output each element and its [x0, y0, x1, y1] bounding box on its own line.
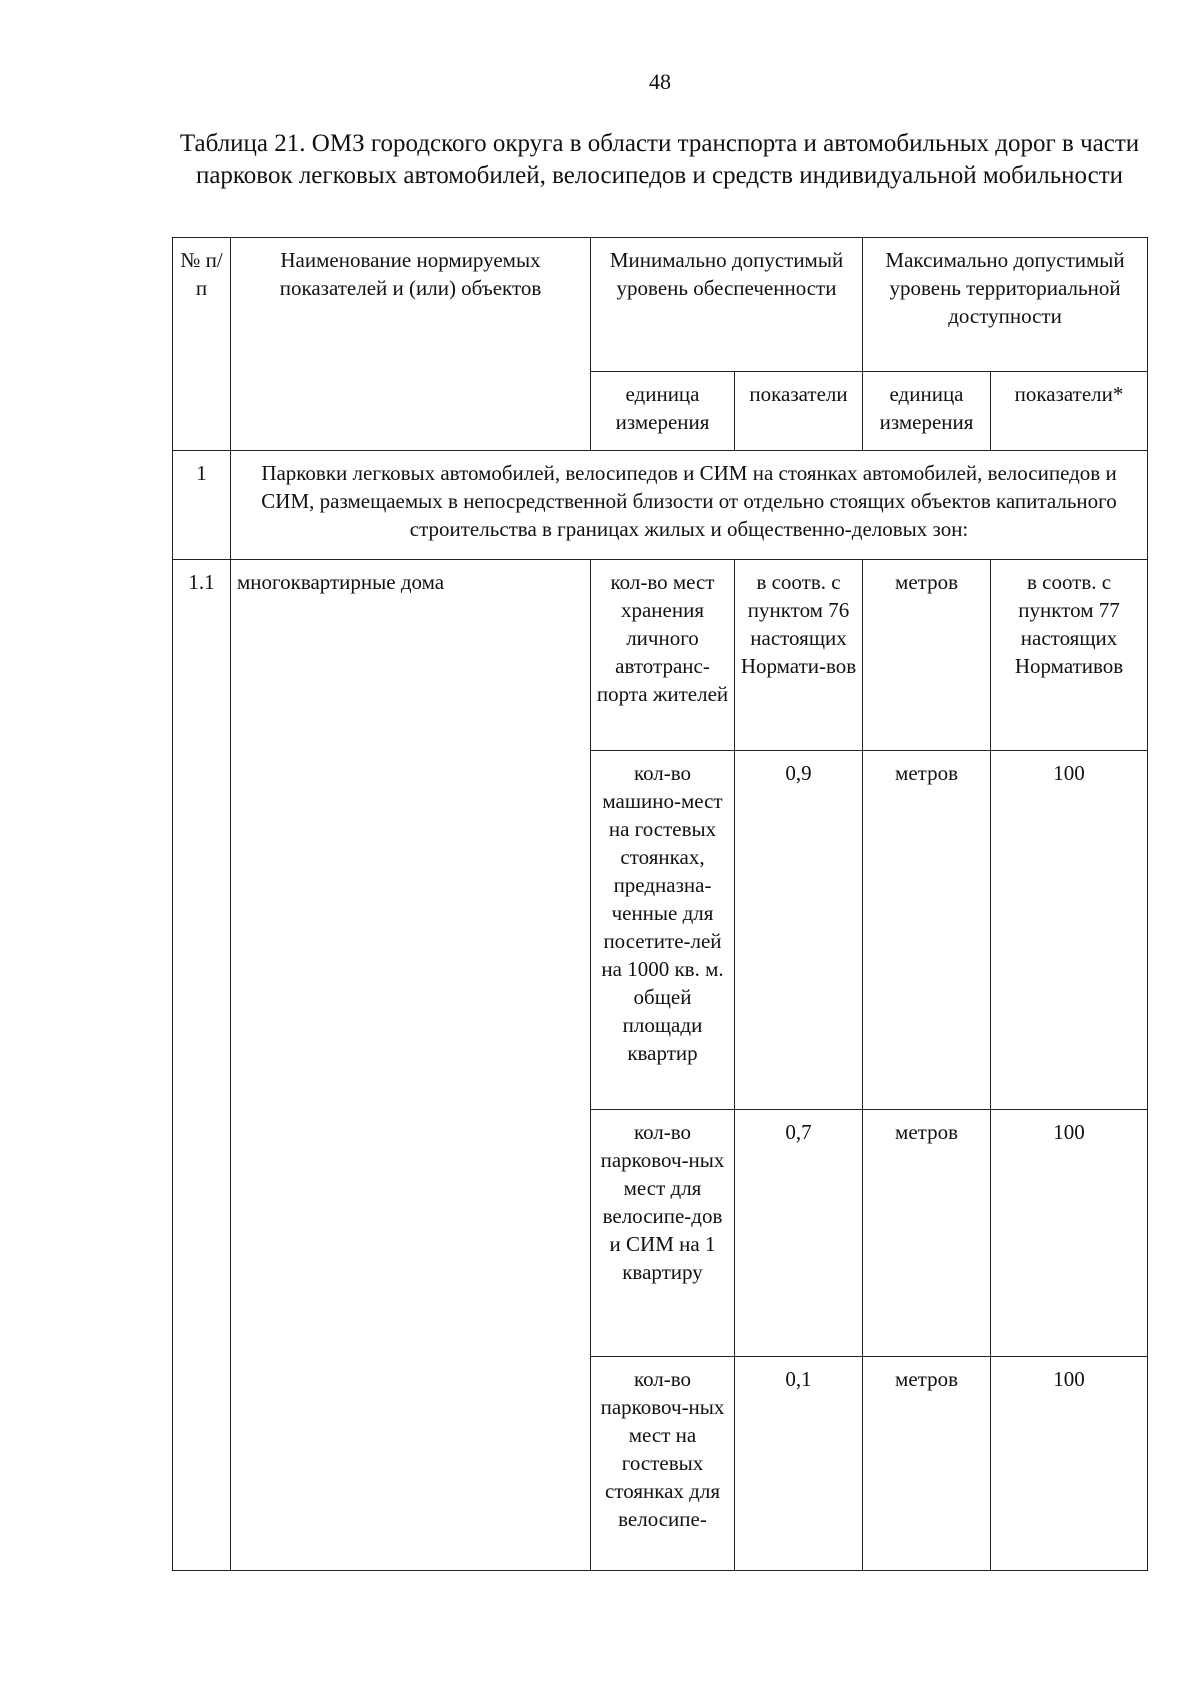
max-value-cell: в соотв. с пунктом 77 настоящих Нормативов: [991, 560, 1148, 751]
max-value-cell: 100: [991, 751, 1148, 1110]
page-number: 48: [649, 69, 671, 94]
header-max-level: Максимально допустимый уровень территориальной доступности: [863, 238, 1148, 372]
header-min-level: Минимально допустимый уровень обеспеченности: [591, 238, 863, 372]
header-row-1: [173, 238, 1148, 372]
table-row: [173, 560, 1148, 751]
min-unit-cell: кол-во машино-мест на гостевых стоянках, предназна-ченные для посетите-лей на 1000 кв. м. общей площади квартир: [591, 751, 735, 1110]
max-value-cell: 100: [991, 1357, 1148, 1571]
min-unit-cell: кол-во парковоч-ных мест для велосипе-дов и СИМ на 1 квартиру: [591, 1110, 735, 1357]
header-name: Наименование нормируемых показателей и (или) объектов: [231, 238, 591, 451]
max-value-cell: 100: [991, 1110, 1148, 1357]
header-num: № п/п: [173, 238, 231, 451]
header-min-unit: единица измерения: [591, 372, 735, 451]
section-text: Парковки легковых автомобилей, велосипедов и СИМ на стоянках автомобилей, велосипедов и СИМ, размещаемых в непосредственной близости от отдельно стоящих объектов капитального строительства в границах жилых и общественно-деловых зон:: [231, 451, 1148, 560]
group-name: многоквартирные дома: [231, 560, 591, 1571]
max-unit-cell: метров: [863, 1357, 991, 1571]
header-max-unit: единица измерения: [863, 372, 991, 451]
max-unit-cell: метров: [863, 560, 991, 751]
section-row: [173, 451, 1148, 560]
header-min-value: показатели: [735, 372, 863, 451]
max-unit-cell: метров: [863, 751, 991, 1110]
min-value-cell: 0,1: [735, 1357, 863, 1571]
min-value-cell: 0,7: [735, 1110, 863, 1357]
min-value-cell: 0,9: [735, 751, 863, 1110]
min-unit-cell: кол-во парковоч-ных мест на гостевых стоянках для велосипе-: [591, 1357, 735, 1571]
min-unit-cell: кол-во мест хранения личного автотранс-порта жителей: [591, 560, 735, 751]
group-num: 1.1: [173, 560, 231, 1571]
max-unit-cell: метров: [863, 1110, 991, 1357]
section-num: 1: [173, 451, 231, 560]
table-title: Таблица 21. ОМЗ городского округа в области транспорта и автомобильных дорог в части парковок легковых автомобилей, велосипедов и средств индивидуальной мобильности: [179, 130, 1140, 189]
header-max-value: показатели*: [991, 372, 1148, 451]
norms-table: [172, 237, 1148, 1571]
min-value-cell: в соотв. с пунктом 76 настоящих Нормати-вов: [735, 560, 863, 751]
